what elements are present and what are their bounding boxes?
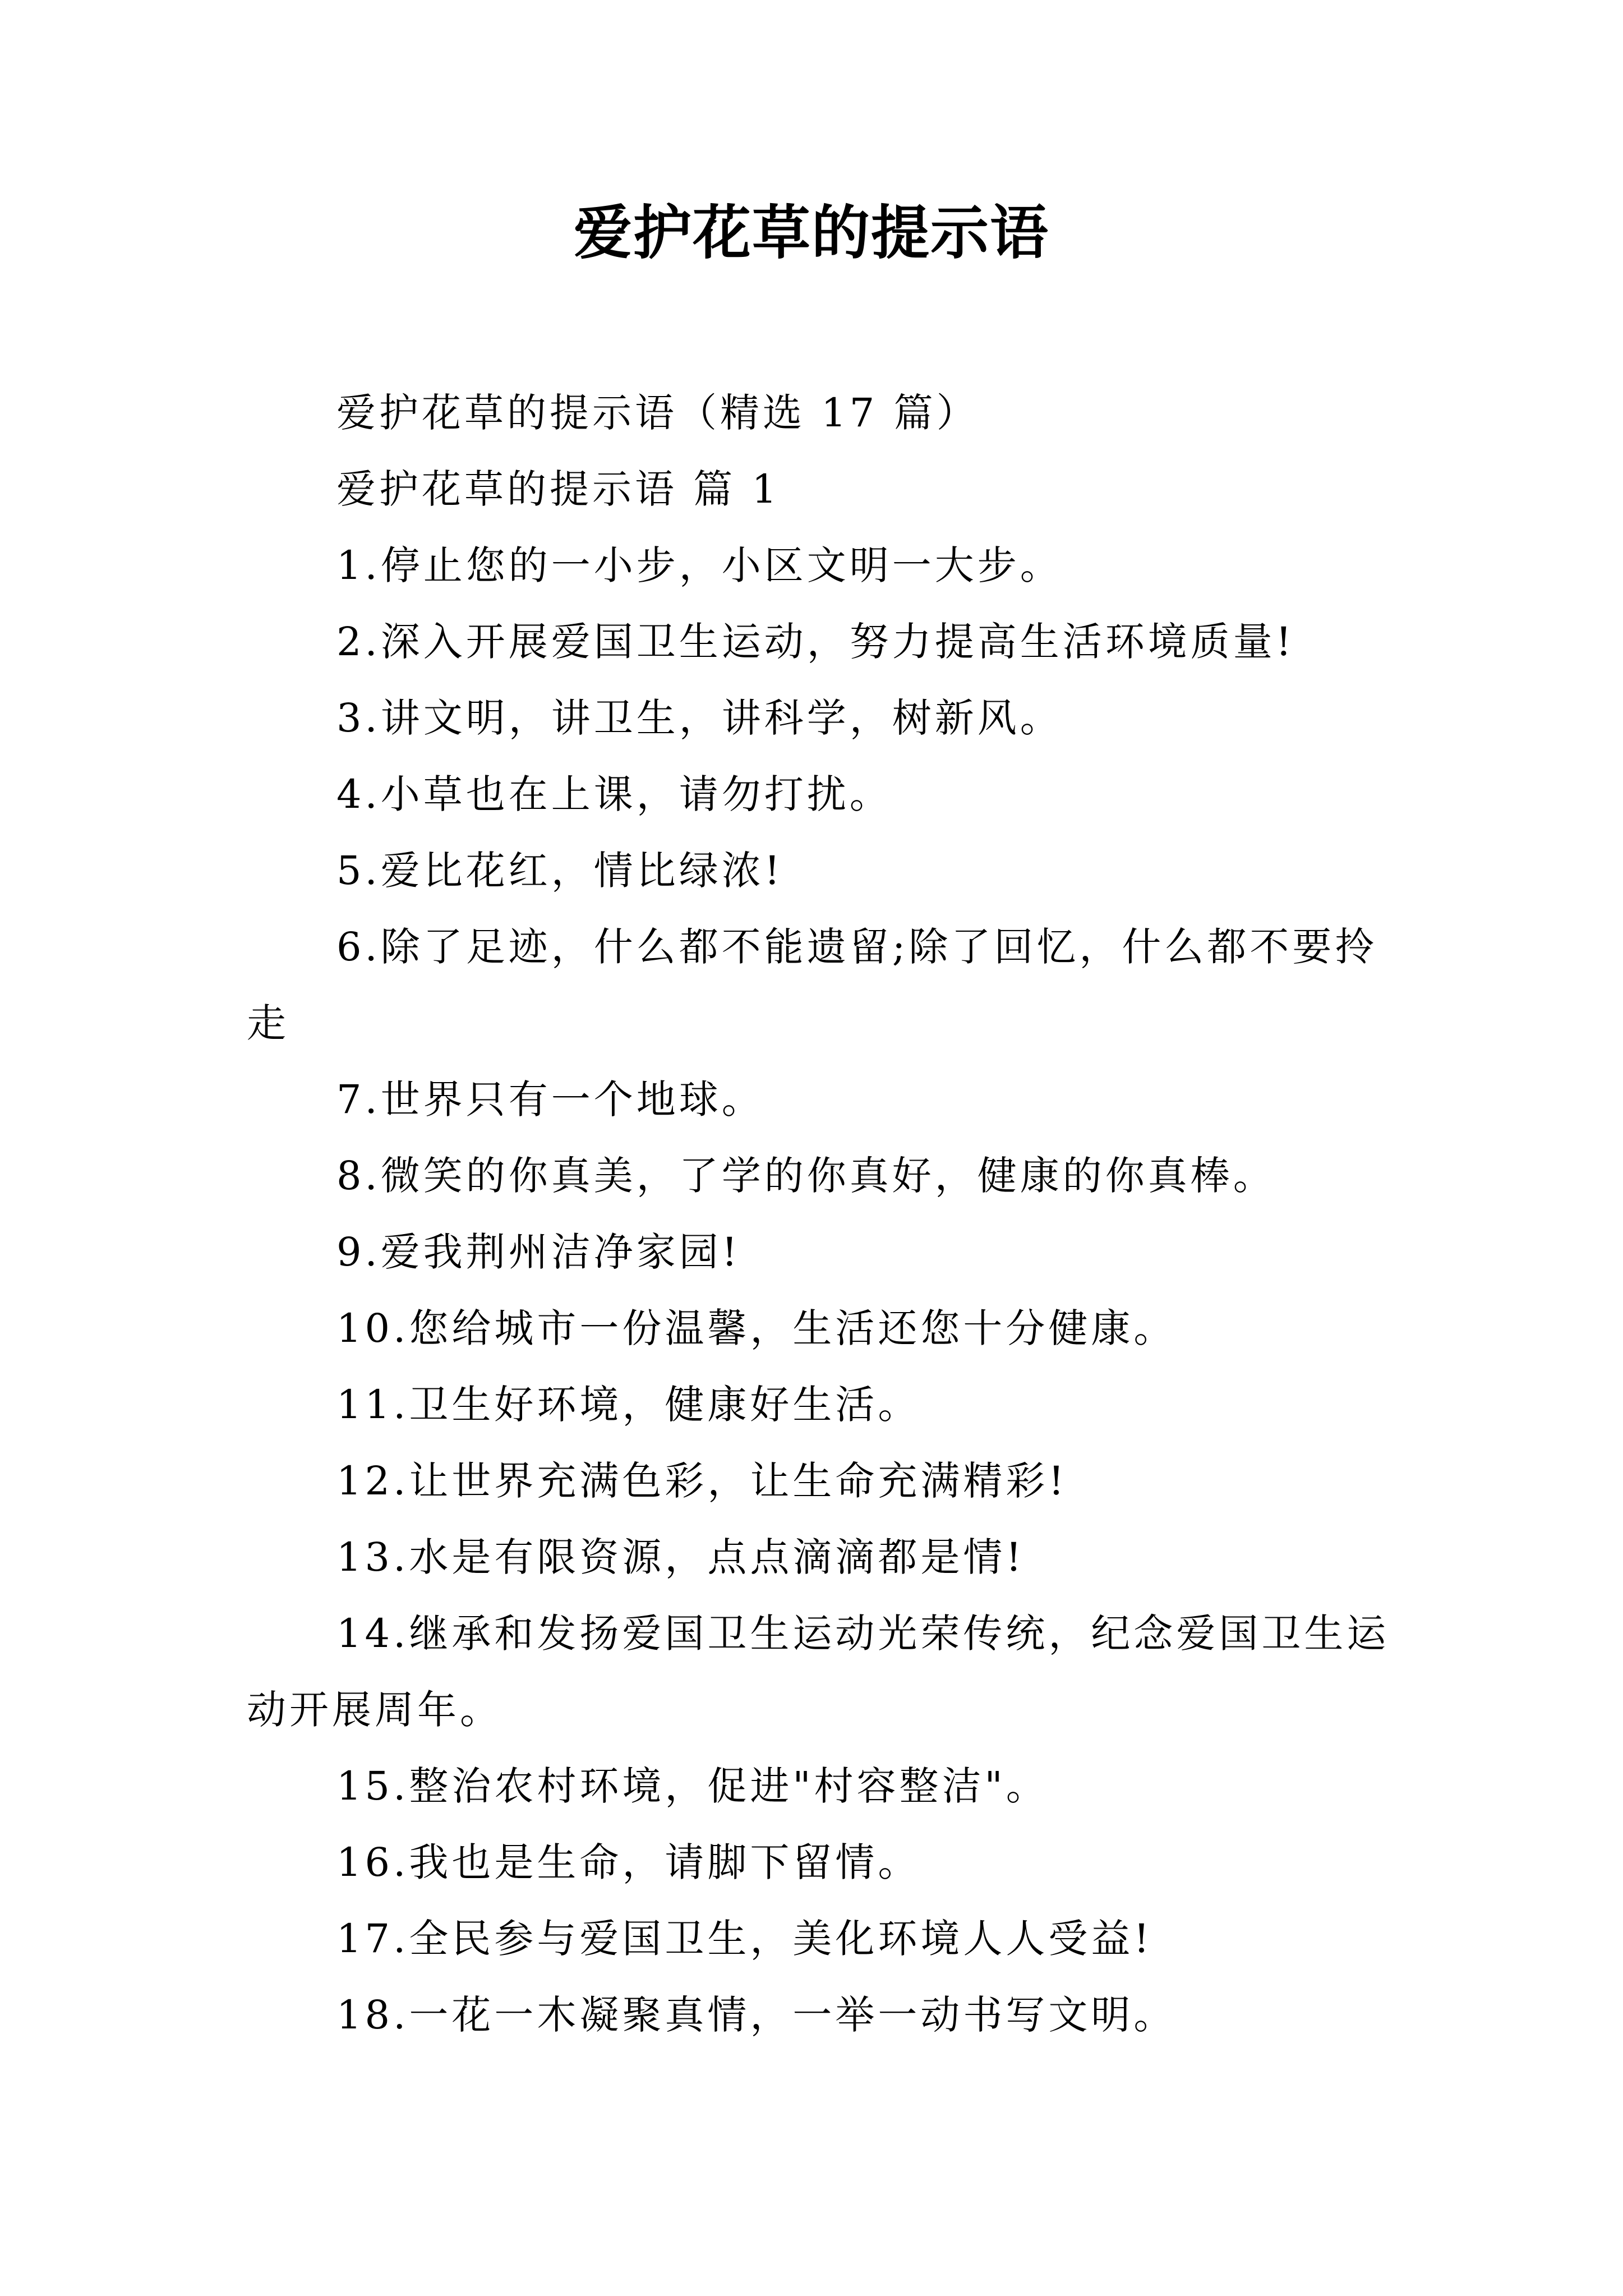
list-item: 6.除了足迹，什么都不能遗留;除了回忆，什么都不要拎走 [247, 924, 1378, 1046]
list-item: 5.爱比花红，情比绿浓! [336, 848, 783, 894]
list-item: 10.您给城市一份温馨，生活还您十分健康。 [336, 1305, 1177, 1351]
list-item: 11.卫生好环境，健康好生活。 [336, 1382, 921, 1428]
list-item: 4.小草也在上课，请勿打扰。 [336, 771, 892, 817]
list-item: 18.一花一木凝聚真情，一举一动书写文明。 [336, 1992, 1177, 2038]
list-item: 2.深入开展爱国卫生运动，努力提高生活环境质量! [336, 619, 1295, 665]
list-item: 1.停止您的一小步，小区文明一大步。 [336, 542, 1063, 588]
list-item: 12.让世界充满色彩，让生命充满精彩! [336, 1458, 1068, 1504]
list-item: 16.我也是生命，请脚下留情。 [336, 1839, 921, 1885]
document-title: 爱护花草的提示语 [573, 199, 1049, 267]
list-item: 3.讲文明，讲卫生，讲科学，树新风。 [336, 695, 1063, 741]
list-item: 7.世界只有一个地球。 [336, 1076, 764, 1122]
section-heading: 爱护花草的提示语 篇 1 [336, 466, 781, 512]
list-item: 17.全民参与爱国卫生，美化环境人人受益! [336, 1916, 1153, 1962]
list-item: 13.水是有限资源，点点滴滴都是情! [336, 1534, 1025, 1580]
list-item: 15.整治农村环境，促进"村容整洁"。 [336, 1763, 1049, 1809]
list-item: 8.微笑的你真美，了学的你真好，健康的你真棒。 [336, 1153, 1276, 1199]
document-body [247, 375, 1391, 2053]
document-subtitle: 爱护花草的提示语（精选 17 篇） [336, 390, 979, 436]
list-item: 9.爱我荆州洁净家园! [336, 1229, 741, 1275]
list-item: 14.继承和发扬爱国卫生运动光荣传统，纪念爱国卫生运动开展周年。 [247, 1611, 1390, 1733]
